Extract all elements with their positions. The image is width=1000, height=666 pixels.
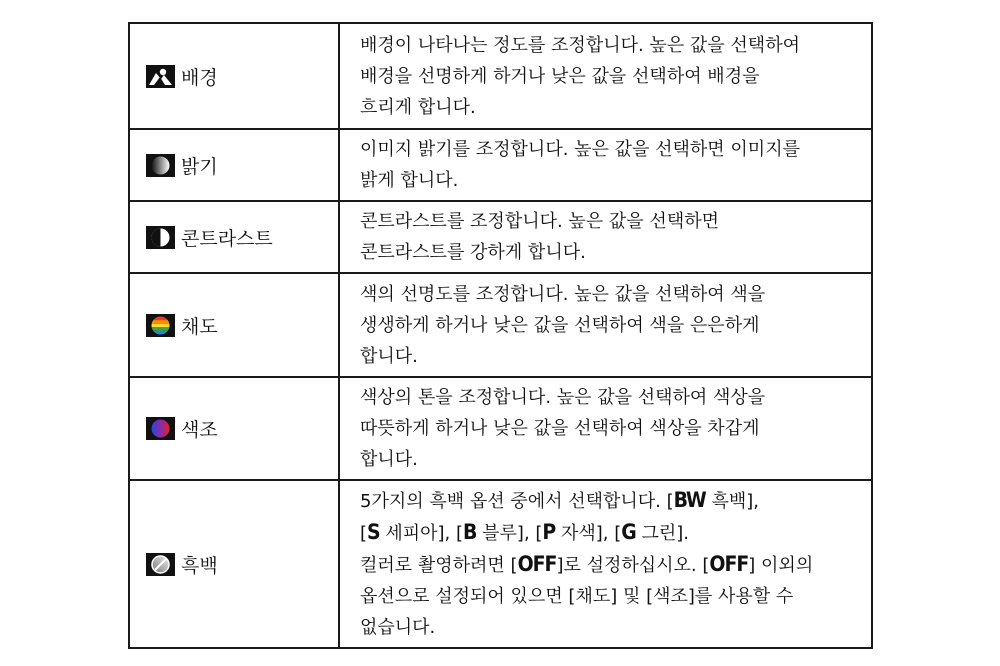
brightness-icon [146, 154, 175, 177]
contrast-icon [146, 226, 175, 249]
color-tone-icon [146, 417, 175, 440]
option-code-off: OFF [517, 552, 557, 576]
setting-name: 색조 [181, 419, 218, 441]
table-row [129, 23, 872, 129]
setting-name: 흑백 [181, 554, 218, 577]
option-code-s: S [367, 520, 380, 544]
settings-table [128, 22, 873, 649]
saturation-icon [146, 314, 175, 337]
setting-description: 배경이 나타나는 정도를 조정합니다. 높은 값을 선택하여 배경을 선명하게 하거나 낮은 값을 선택하여 배경을 흐리게 합니다. [339, 23, 872, 129]
table-row [129, 480, 872, 648]
setting-name-cell [129, 201, 339, 273]
setting-name-cell [129, 377, 339, 480]
option-code-b: B [463, 520, 477, 544]
setting-name-cell [129, 23, 339, 129]
table-row [129, 377, 872, 480]
setting-description: 이미지 밝기를 조정합니다. 높은 값을 선택하면 이미지를 밝게 합니다. [339, 129, 872, 201]
setting-name: 밝기 [181, 155, 218, 178]
setting-name: 채도 [181, 315, 218, 338]
setting-description: 색의 선명도를 조정합니다. 높은 값을 선택하여 색을 생생하게 하거나 낮은 값을 선택하여 색을 은은하게 합니다. [339, 273, 872, 377]
table-row [129, 273, 872, 377]
setting-description: 색상의 톤을 조정합니다. 높은 값을 선택하여 색상을 따뜻하게 하거나 낮은 값을 선택하여 색상을 차갑게 합니다. [339, 377, 872, 480]
option-code-bw: BW [673, 488, 706, 512]
option-code-off: OFF [709, 552, 749, 576]
table-row [129, 129, 872, 201]
setting-name-cell [129, 129, 339, 201]
background-icon [146, 65, 175, 88]
monochrome-icon [146, 553, 175, 576]
setting-description: 5가지의 흑백 옵션 중에서 선택합니다. [BW 흑백], [S 세피아], [B 블루], [P 자색], [G 그린]. 컬러로 촬영하려면 [OFF]로 설정하십시오. [OFF] 이외의 옵션으로 설정되어 있으면 [채도] 및 [색조]를 사용할 수 없습니다. [339, 480, 872, 648]
table-row [129, 201, 872, 273]
setting-name-cell [129, 273, 339, 377]
setting-name-cell [129, 480, 339, 648]
setting-description: 콘트라스트를 조정합니다. 높은 값을 선택하면 콘트라스트를 강하게 합니다. [339, 201, 872, 273]
option-code-p: P [542, 520, 556, 544]
setting-name: 배경 [181, 66, 218, 89]
option-code-g: G [621, 520, 636, 544]
setting-name: 콘트라스트 [181, 227, 273, 250]
